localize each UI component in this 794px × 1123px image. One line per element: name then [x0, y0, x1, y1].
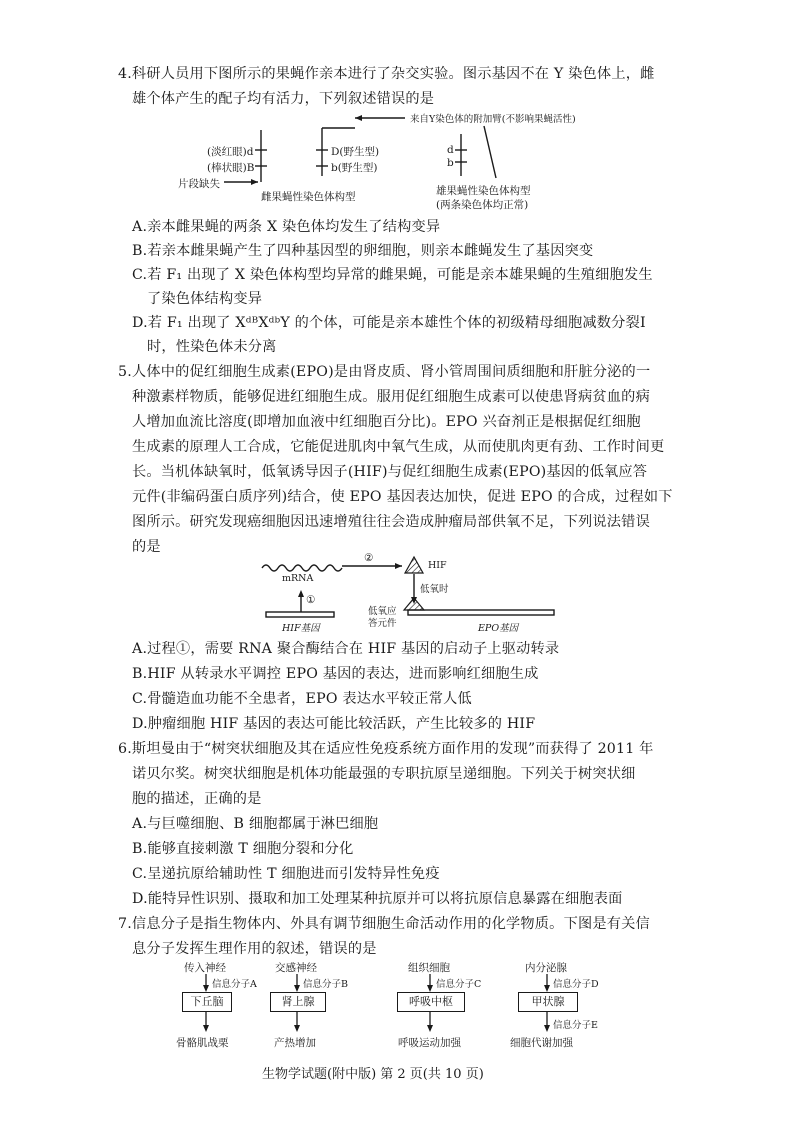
- q7-respiratory-center-box: 呼吸中枢: [397, 992, 465, 1012]
- q4-option-c-line-2: 了染色体结构变异: [147, 291, 263, 307]
- q5-option-d: D.肿瘤细胞 HIF 基因的表达可能比较活跃，产生比较多的 HIF: [132, 716, 536, 732]
- q7-signal-c: 信息分子C: [436, 979, 482, 990]
- q4-label-D: D(野生型): [331, 146, 380, 158]
- q7-hypothalamus-box: 下丘脑: [182, 992, 232, 1012]
- q5-option-a: A.过程①，需要 RNA 聚合酶结合在 HIF 基因的启动子上驱动转录: [132, 641, 560, 657]
- q5-hif-label: HIF: [428, 560, 447, 571]
- q4-option-c-line-1: C.若 F₁ 出现了 X 染色体构型均异常的雌果蝇，可能是亲本雄果蝇的生殖细胞发生: [132, 267, 653, 283]
- q4-option-b: B.若亲本雌果蝇产生了四种基因型的卵细胞，则亲本雌蝇发生了基因突变: [132, 243, 594, 259]
- q5-stem-line-5: 长。当机体缺氧时，低氧诱导因子(HIF)与促红细胞生成素(EPO)基因的低氧应答: [132, 464, 648, 480]
- q5-hre-label-1: 低氧应: [368, 606, 397, 617]
- q6-option-b: B.能够直接刺激 T 细胞分裂和分化: [132, 841, 354, 857]
- q7-adrenal-box: 肾上腺: [270, 992, 326, 1012]
- q5-hre-label-2: 答元件: [368, 618, 397, 629]
- q5-step1-label: ①: [306, 594, 316, 606]
- q7-signal-e: 信息分子E: [553, 1020, 598, 1031]
- q7-sympathetic-nerve: 交感神经: [275, 962, 317, 974]
- q5-stem-line-8: 的是: [132, 539, 161, 555]
- q7-shivering: 骨骼肌战栗: [176, 1037, 229, 1049]
- q4-option-d-line-2: 时，性染色体未分离: [147, 339, 277, 355]
- q4-label-b: b(野生型): [331, 162, 378, 174]
- q5-stem-line-4: 生成素的原理人工合成，它能促进肌肉中氧气生成，从而使肌肉更有劲、工作时间更: [132, 439, 665, 455]
- q5-stem-line-2: 种激素样物质，能够促进红细胞生成。服用促红细胞生成素可以使患肾病贫血的病: [132, 389, 650, 405]
- q4-stem-line-2: 雄个体产生的配子均有活力，下列叙述错误的是: [132, 91, 435, 107]
- q5-option-c: C.骨髓造血功能不全患者，EPO 表达水平较正常人低: [132, 691, 472, 707]
- q7-stem-line-1: 7.信息分子是指生物体内、外具有调节细胞生命活动作用的化学物质。下图是有关信: [118, 916, 650, 932]
- page-footer: 生物学试题(附中版) 第 2 页(共 10 页): [262, 1067, 484, 1082]
- q5-low-oxygen-label: 低氧时: [420, 584, 449, 595]
- q4-stem-line-1: 4.科研人员用下图所示的果蝇作亲本进行了杂交实验。图示基因不在 Y 染色体上，雌: [118, 66, 655, 82]
- q6-stem-line-1: 6.斯坦曼由于“树突状细胞及其在适应性免疫系统方面作用的发现”而获得了 2011 年: [118, 741, 654, 757]
- q7-heat-increase: 产热增加: [274, 1037, 316, 1049]
- q7-tissue-cell: 组织细胞: [408, 962, 450, 974]
- q5-hif-gene-label: HIF基因: [282, 623, 320, 634]
- q4-male-d: d: [447, 144, 454, 156]
- q5-stem-line-1: 5.人体中的促红细胞生成素(EPO)是由肾皮质、肾小管周围间质细胞和肝脏分泌的一: [118, 364, 651, 380]
- q5-stem-line-3: 人增加血流比溶度(即增加血液中红细胞百分比)。EPO 兴奋剂正是根据促红细胞: [132, 414, 641, 430]
- q7-stem-line-2: 息分子发挥生理作用的叙述，错误的是: [132, 941, 377, 957]
- q6-option-a: A.与巨噬细胞、B 细胞都属于淋巴细胞: [132, 816, 379, 832]
- q5-option-b: B.HIF 从转录水平调控 EPO 基因的表达，进而影响红细胞生成: [132, 666, 539, 682]
- q5-epo-gene-label: EPO基因: [478, 623, 519, 634]
- q4-male-caption-1: 雄果蝇性染色体构型: [436, 185, 531, 197]
- q6-stem-line-2: 诺贝尔奖。树突状细胞是机体功能最强的专职抗原呈递细胞。下列关于树突状细: [132, 766, 636, 782]
- q7-thyroid-box: 甲状腺: [518, 992, 578, 1012]
- q7-signal-d: 信息分子D: [553, 979, 599, 990]
- q5-stem-line-6: 元件(非编码蛋白质序列)结合，使 EPO 基因表达加快，促进 EPO 的合成，过程如下: [132, 489, 673, 505]
- q4-label-d: (淡红眼)d: [207, 146, 254, 158]
- q4-male-b: b: [447, 157, 454, 169]
- q7-endocrine-gland: 内分泌腺: [525, 962, 567, 974]
- q6-option-d: D.能特异性识别、摄取和加工处理某种抗原并可以将抗原信息暴露在细胞表面: [132, 891, 623, 907]
- q5-step2-label: ②: [364, 552, 374, 564]
- q4-male-caption-2: (两条染色体均正常): [436, 199, 529, 211]
- q7-signal-b: 信息分子B: [303, 979, 348, 990]
- q7-breathing-increase: 呼吸运动加强: [398, 1037, 461, 1049]
- q5-stem-line-7: 图所示。研究发现癌细胞因迅速增殖往往会造成肿瘤局部供氧不足，下列说法错误: [132, 514, 650, 530]
- q4-option-a: A.亲本雌果蝇的两条 X 染色体均发生了结构变异: [132, 219, 441, 235]
- q7-metabolism-increase: 细胞代谢加强: [510, 1037, 573, 1049]
- q7-signal-a: 信息分子A: [212, 979, 257, 990]
- q4-y-arm-note: 来自Y染色体的附加臂(不影响果蝇活性): [410, 114, 576, 125]
- q4-fragment-label: 片段缺失: [178, 178, 220, 190]
- q4-female-caption: 雌果蝇性染色体构型: [261, 191, 356, 203]
- q7-afferent-nerve: 传入神经: [184, 962, 226, 974]
- q6-option-c: C.呈递抗原给辅助性 T 细胞进而引发特异性免疫: [132, 866, 440, 882]
- q6-stem-line-3: 胞的描述，正确的是: [132, 791, 262, 807]
- q4-option-d-line-1: D.若 F₁ 出现了 XᵈᴮXᵈᵇY 的个体，可能是亲本雄性个体的初级精母细胞减数分裂Ⅰ: [132, 315, 646, 331]
- q4-label-B: (棒状眼)B: [207, 162, 255, 174]
- q5-mrna-label: mRNA: [282, 573, 314, 584]
